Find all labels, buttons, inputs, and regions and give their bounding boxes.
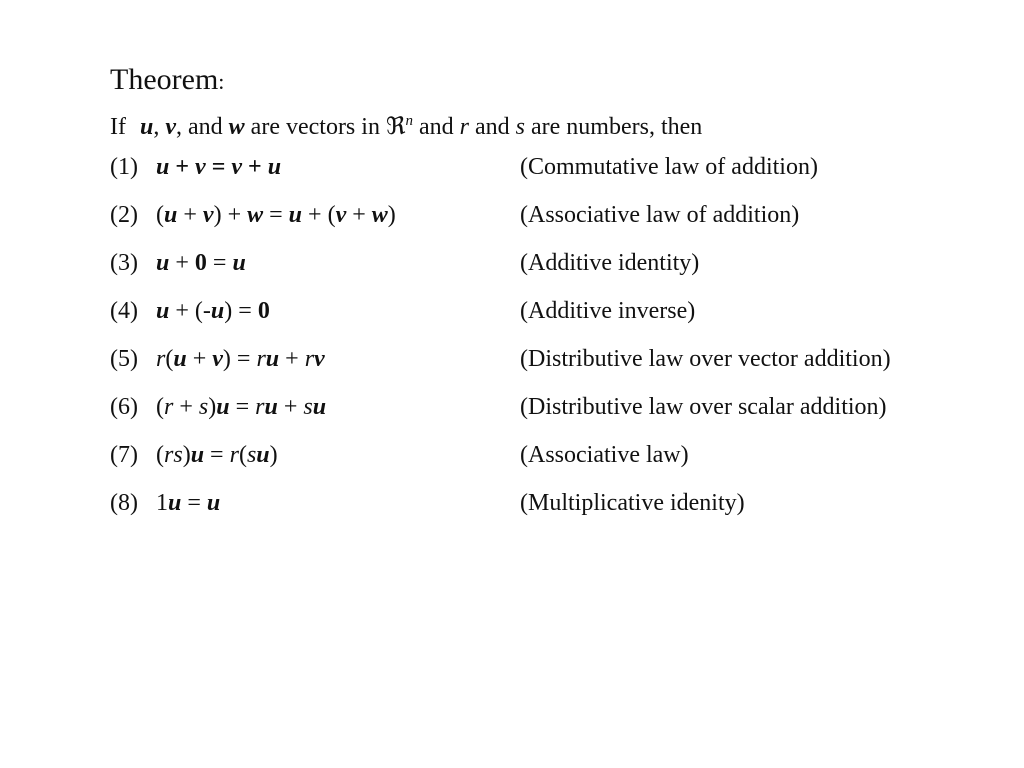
- property-law-name: (Associative law): [520, 442, 689, 468]
- property-row: [110, 152, 1010, 200]
- intro-text: ,: [153, 114, 166, 140]
- property-row: [110, 440, 1010, 488]
- vector-v: v: [165, 114, 176, 140]
- property-row: [110, 392, 1010, 440]
- property-row: [110, 200, 1010, 248]
- property-law-name: (Associative law of addition): [520, 202, 800, 228]
- property-equation: u + 0 = u: [156, 250, 246, 276]
- intro-text: are numbers, then: [525, 114, 703, 140]
- theorem-hypothesis: [110, 106, 702, 142]
- intro-text: If: [110, 114, 132, 140]
- property-law-name: (Additive identity): [520, 250, 700, 276]
- property-equation: r(u + v) = ru + rv: [156, 346, 325, 372]
- property-number: (8): [110, 490, 138, 516]
- property-equation: 1u = u: [156, 490, 221, 516]
- scalar-r: r: [459, 114, 469, 140]
- intro-text: , and: [176, 114, 229, 140]
- property-law-name: (Distributive law over scalar addition): [520, 394, 887, 420]
- property-row: [110, 488, 1010, 536]
- slide-title: [110, 62, 224, 100]
- property-law-name: (Commutative law of addition): [520, 154, 818, 180]
- property-number: (7): [110, 442, 138, 468]
- intro-text: and: [469, 114, 516, 140]
- property-equation: u + (-u) = 0: [156, 298, 270, 324]
- property-equation: (u + v) + w = u + (v + w): [156, 202, 396, 228]
- property-law-name: (Multiplicative idenity): [520, 490, 745, 516]
- property-row: [110, 296, 1010, 344]
- property-equation: (r + s)u = ru + su: [156, 394, 327, 420]
- property-list: [110, 152, 1010, 536]
- property-number: (4): [110, 298, 138, 324]
- scalar-s: s: [515, 114, 525, 140]
- vector-w: w: [228, 114, 245, 140]
- property-number: (3): [110, 250, 138, 276]
- property-number: (2): [110, 202, 138, 228]
- property-law-name: (Additive inverse): [520, 298, 696, 324]
- property-row: [110, 248, 1010, 296]
- intro-text: are vectors in: [244, 114, 386, 140]
- property-number: (1): [110, 154, 138, 180]
- title-colon: :: [218, 69, 225, 94]
- property-law-name: (Distributive law over vector addition): [520, 346, 891, 372]
- intro-text: and: [413, 114, 460, 140]
- real-space-symbol: ℜ: [385, 114, 406, 140]
- property-equation: (rs)u = r(su): [156, 442, 278, 468]
- title-text: Theorem: [110, 63, 219, 96]
- property-number: (6): [110, 394, 138, 420]
- property-number: (5): [110, 346, 138, 372]
- property-row: [110, 344, 1010, 392]
- dimension-n: n: [405, 113, 413, 129]
- vector-u: u: [139, 114, 154, 140]
- property-equation: u + v = v + u: [156, 154, 282, 180]
